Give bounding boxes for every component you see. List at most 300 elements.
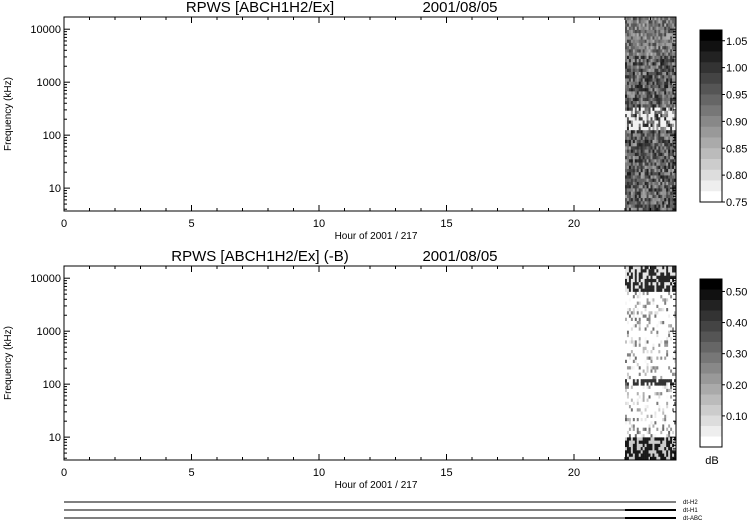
spectrogram-cell (662, 205, 664, 209)
spectrogram-cell (666, 127, 668, 131)
spectrogram-cell (625, 140, 627, 144)
spectrogram-cell (645, 292, 647, 296)
spectrogram-cell (627, 108, 629, 112)
spectrogram-cell (625, 205, 627, 209)
spectrogram-cell (629, 357, 631, 361)
spectrogram-cell (651, 166, 653, 170)
spectrogram-cell (631, 454, 633, 458)
spectrogram-cell (631, 424, 633, 428)
spectrogram-cell (662, 431, 664, 435)
spectrogram-cell (666, 150, 668, 154)
spectrogram-cell (631, 379, 633, 383)
spectrogram-cell (627, 321, 629, 325)
spectrogram-cell (637, 72, 639, 76)
spectrogram-cell (664, 428, 666, 432)
spectrogram-cell (649, 146, 651, 150)
spectrogram-cell (643, 188, 645, 192)
spectrogram-cell (633, 20, 635, 24)
spectrogram-cell (662, 91, 664, 95)
spectrogram-cell (631, 72, 633, 76)
spectrogram-cell (647, 405, 649, 409)
spectrogram-cell (672, 327, 674, 331)
spectrogram-cell (635, 205, 637, 209)
spectrogram-cell (654, 331, 656, 335)
spectrogram-cell (635, 101, 637, 105)
spectrogram-cell (637, 418, 639, 422)
spectrogram-cell (627, 418, 629, 422)
spectrogram-cell (645, 428, 647, 432)
spectrogram-cell (651, 179, 653, 183)
spectrogram-cell (633, 130, 635, 134)
spectrogram-cell (672, 357, 674, 361)
spectrogram-cell (670, 91, 672, 95)
spectrogram-cell (635, 321, 637, 325)
spectrogram-cell (643, 308, 645, 312)
spectrogram-cell (637, 85, 639, 89)
spectrogram-cell (652, 311, 654, 315)
spectrogram-cell (649, 130, 651, 134)
colorbar-step (700, 105, 722, 116)
spectrogram-cell (641, 188, 643, 192)
spectrogram-cell (645, 315, 647, 319)
spectrogram-cell (649, 308, 651, 312)
spectrogram-cell (662, 421, 664, 425)
spectrogram-cell (666, 363, 668, 367)
spectrogram-cell (625, 120, 627, 124)
spectrogram-cell (649, 269, 651, 273)
spectrogram-cell (651, 428, 653, 432)
spectrogram-cell (668, 59, 670, 63)
spectrogram-cell (654, 198, 656, 202)
spectrogram-cell (641, 340, 643, 344)
spectrogram-cell (631, 127, 633, 131)
spectrogram-cell (631, 130, 633, 134)
spectrogram-cell (652, 146, 654, 150)
spectrogram-cell (637, 447, 639, 451)
spectrogram-cell (635, 46, 637, 50)
spectrogram-cell (666, 95, 668, 99)
spectrogram-cell (656, 360, 658, 364)
spectrogram-cell (627, 120, 629, 124)
spectrogram-cell (666, 163, 668, 167)
spectrogram-cell (658, 315, 660, 319)
spectrogram-cell (627, 285, 629, 289)
colorbar-step (700, 116, 722, 127)
spectrogram-cell (664, 421, 666, 425)
spectrogram-cell (666, 405, 668, 409)
spectrogram-cell (637, 360, 639, 364)
spectrogram-cell (629, 95, 631, 99)
spectrogram-cell (639, 327, 641, 331)
spectrogram-cell (645, 20, 647, 24)
spectrogram-cell (668, 146, 670, 150)
spectrogram-cell (668, 78, 670, 82)
spectrogram-cell (666, 373, 668, 377)
spectrogram-cell (643, 379, 645, 383)
spectrogram-cell (637, 150, 639, 154)
spectrogram-cell (654, 114, 656, 118)
spectrogram-cell (670, 389, 672, 393)
spectrogram-cell (637, 27, 639, 31)
spectrogram-cell (633, 36, 635, 40)
spectrogram-cell (627, 408, 629, 412)
spectrogram-cell (664, 298, 666, 302)
spectrogram-cell (662, 386, 664, 390)
spectrogram-cell (637, 337, 639, 341)
spectrogram-cell (647, 444, 649, 448)
spectrogram-cell (635, 17, 637, 21)
spectrogram-cell (658, 46, 660, 50)
spectrogram-cell (670, 101, 672, 105)
spectrogram-cell (639, 331, 641, 335)
spectrogram-cell (651, 308, 653, 312)
spectrogram-cell (625, 23, 627, 27)
spectrogram-cell (668, 402, 670, 406)
spectrogram-cell (625, 40, 627, 44)
spectrogram-cell (666, 159, 668, 163)
spectrogram-cell (637, 421, 639, 425)
spectrogram-cell (627, 415, 629, 419)
y-tick-label: 10 (48, 432, 61, 445)
spectrogram-cell (649, 69, 651, 73)
spectrogram-cell (633, 195, 635, 199)
spectrogram-cell (662, 276, 664, 280)
spectrogram-cell (643, 376, 645, 380)
spectrogram-cell (641, 418, 643, 422)
spectrogram-cell (656, 179, 658, 183)
spectrogram-cell (660, 334, 662, 338)
spectrogram-cell (670, 292, 672, 296)
y-tick-label: 1000 (36, 77, 61, 90)
spectrogram-cell (656, 315, 658, 319)
spectrogram-cell (666, 450, 668, 454)
spectrogram-cell (627, 399, 629, 403)
spectrogram-cell (635, 91, 637, 95)
spectrogram-cell (654, 98, 656, 102)
spectrogram-cell (662, 17, 664, 21)
spectrogram-cell (672, 182, 674, 186)
spectrogram-cell (629, 392, 631, 396)
spectrogram-cell (631, 285, 633, 289)
spectrogram-cell (629, 347, 631, 351)
spectrogram-cell (662, 272, 664, 276)
spectrogram-cell (662, 379, 664, 383)
spectrogram-cell (662, 85, 664, 89)
spectrogram-cell (670, 318, 672, 322)
spectrogram-cell (649, 379, 651, 383)
spectrogram-cell (649, 36, 651, 40)
spectrogram-cell (651, 205, 653, 209)
spectrogram-cell (631, 399, 633, 403)
spectrogram-cell (652, 402, 654, 406)
spectrogram-cell (639, 163, 641, 167)
spectrogram-cell (660, 101, 662, 105)
spectrogram-cell (656, 192, 658, 196)
spectrogram-cell (658, 153, 660, 157)
spectrogram-cell (627, 302, 629, 306)
colorbar-step (700, 170, 722, 181)
spectrogram-cell (639, 340, 641, 344)
spectrogram-cell (639, 450, 641, 454)
spectrogram-cell (641, 46, 643, 50)
spectrogram-cell (627, 53, 629, 57)
spectrogram-cell (633, 127, 635, 131)
spectrogram-cell (658, 302, 660, 306)
spectrogram-cell (639, 27, 641, 31)
spectrogram-cell (651, 104, 653, 108)
spectrogram-cell (629, 75, 631, 79)
spectrogram-cell (627, 33, 629, 37)
spectrogram-cell (639, 441, 641, 445)
spectrogram-cell (633, 285, 635, 289)
spectrogram-cell (668, 431, 670, 435)
spectrogram-cell (658, 78, 660, 82)
spectrogram-cell (641, 379, 643, 383)
spectrogram-cell (635, 302, 637, 306)
spectrogram-cell (629, 434, 631, 438)
spectrogram-cell (643, 137, 645, 141)
spectrogram-cell (649, 156, 651, 160)
spectrogram-cell (645, 88, 647, 92)
spectrogram-cell (651, 415, 653, 419)
spectrogram-cell (633, 428, 635, 432)
spectrogram-cell (625, 137, 627, 141)
spectrogram-cell (656, 140, 658, 144)
spectrogram-cell (656, 153, 658, 157)
spectrogram-cell (625, 85, 627, 89)
spectrogram-cell (666, 389, 668, 393)
spectrogram-cell (629, 334, 631, 338)
spectrogram-cell (647, 49, 649, 53)
spectrogram-cell (654, 357, 656, 361)
spectrogram-cell (633, 418, 635, 422)
spectrogram-cell (645, 137, 647, 141)
spectrogram-cell (658, 431, 660, 435)
spectrogram-cell (670, 311, 672, 315)
spectrogram-cell (651, 321, 653, 325)
spectrogram-cell (631, 188, 633, 192)
spectrogram-cell (656, 72, 658, 76)
spectrogram-cell (629, 405, 631, 409)
spectrogram-cell (658, 124, 660, 128)
spectrogram-cell (662, 156, 664, 160)
spectrogram-cell (670, 179, 672, 183)
spectrogram-cell (651, 49, 653, 53)
spectrogram-cell (641, 357, 643, 361)
spectrogram-cell (664, 289, 666, 293)
spectrogram-cell (637, 172, 639, 176)
spectrogram-cell (647, 334, 649, 338)
spectrogram-cell (654, 120, 656, 124)
spectrogram-cell (654, 428, 656, 432)
spectrogram-cell (639, 421, 641, 425)
spectrogram-cell (656, 205, 658, 209)
spectrogram-cell (645, 179, 647, 183)
spectrogram-cell (633, 295, 635, 299)
spectrogram-cell (635, 424, 637, 428)
spectrogram-cell (637, 292, 639, 296)
spectrogram-cell (670, 72, 672, 76)
spectrogram-cell (647, 101, 649, 105)
spectrogram-cell (625, 269, 627, 273)
spectrogram-cell (652, 53, 654, 57)
spectrogram-cell (645, 334, 647, 338)
spectrogram-cell (654, 279, 656, 283)
spectrogram-cell (654, 379, 656, 383)
spectrogram-cell (666, 201, 668, 205)
spectrogram-cell (629, 27, 631, 31)
spectrogram-cell (656, 441, 658, 445)
spectrogram-cell (649, 412, 651, 416)
spectrogram-cell (654, 350, 656, 354)
spectrogram-cell (666, 415, 668, 419)
spectrogram-cell (664, 418, 666, 422)
spectrogram-cell (635, 156, 637, 160)
spectrogram-cell (656, 408, 658, 412)
spectrogram-cell (641, 363, 643, 367)
spectrogram-cell (637, 395, 639, 399)
spectrogram-cell (656, 447, 658, 451)
spectrogram-cell (658, 82, 660, 86)
spectrogram-cell (645, 43, 647, 47)
spectrogram-cell (670, 363, 672, 367)
spectrogram-cell (658, 30, 660, 34)
spectrogram-cell (652, 450, 654, 454)
spectrogram-cell (645, 289, 647, 293)
spectrogram-cell (629, 412, 631, 416)
spectrogram-cell (643, 66, 645, 70)
spectrogram-cell (635, 192, 637, 196)
spectrogram-cell (658, 357, 660, 361)
spectrogram-cell (672, 321, 674, 325)
spectrogram-cell (658, 395, 660, 399)
spectrogram-cell (668, 305, 670, 309)
spectrogram-cell (654, 188, 656, 192)
spectrogram-cell (645, 175, 647, 179)
spectrogram-cell (637, 182, 639, 186)
spectrogram-cell (651, 140, 653, 144)
spectrogram-cell (656, 305, 658, 309)
spectrogram-cell (666, 143, 668, 147)
spectrogram-cell (664, 49, 666, 53)
spectrogram-cell (672, 318, 674, 322)
spectrogram-cell (627, 454, 629, 458)
spectrogram-cell (670, 85, 672, 89)
spectrogram-cell (643, 298, 645, 302)
spectrogram-cell (649, 450, 651, 454)
spectrogram-cell (658, 402, 660, 406)
spectrogram-cell (649, 415, 651, 419)
spectrogram-cell (639, 49, 641, 53)
spectrogram-cell (627, 56, 629, 60)
colorbar-step (700, 342, 722, 353)
spectrogram-cell (672, 175, 674, 179)
spectrogram-cell (666, 421, 668, 425)
spectrogram-cell (652, 344, 654, 348)
x-axis-label: Hour of 2001 / 217 (334, 480, 418, 491)
spectrogram-cell (647, 163, 649, 167)
spectrogram-cell (647, 311, 649, 315)
spectrogram-cell (658, 188, 660, 192)
spectrogram-cell (662, 344, 664, 348)
spectrogram-cell (666, 447, 668, 451)
spectrogram-cell (660, 327, 662, 331)
spectrogram-cell (647, 276, 649, 280)
spectrogram-cell (643, 150, 645, 154)
spectrogram-cell (631, 447, 633, 451)
spectrogram-cell (670, 104, 672, 108)
spectrogram-cell (649, 321, 651, 325)
spectrogram-cell (654, 159, 656, 163)
spectrogram-cell (664, 305, 666, 309)
spectrogram-cell (641, 405, 643, 409)
spectrogram-cell (645, 140, 647, 144)
spectrogram-cell (658, 298, 660, 302)
spectrogram-cell (666, 340, 668, 344)
spectrogram-cell (660, 350, 662, 354)
spectrogram-cell (652, 120, 654, 124)
spectrogram-cell (658, 279, 660, 283)
spectrogram-cell (658, 23, 660, 27)
spectrogram-cell (629, 395, 631, 399)
spectrogram-cell (643, 85, 645, 89)
spectrogram-cell (654, 56, 656, 60)
spectrogram-cell (660, 347, 662, 351)
spectrogram-cell (649, 163, 651, 167)
spectrogram-cell (664, 405, 666, 409)
spectrogram-cell (645, 62, 647, 66)
spectrogram-cell (647, 72, 649, 76)
spectrogram-cell (635, 353, 637, 357)
spectrogram-cell (662, 59, 664, 63)
spectrogram-cell (643, 59, 645, 63)
spectrogram-cell (635, 334, 637, 338)
spectrogram-cell (668, 315, 670, 319)
spectrogram-cell (631, 386, 633, 390)
spectrogram-cell (666, 82, 668, 86)
spectrogram-cell (660, 269, 662, 273)
spectrogram-cell (637, 62, 639, 66)
spectrogram-cell (654, 127, 656, 131)
spectrogram-cell (672, 344, 674, 348)
spectrogram-cell (637, 450, 639, 454)
spectrogram-cell (658, 292, 660, 296)
spectrogram-cell (660, 23, 662, 27)
spectrogram-cell (666, 392, 668, 396)
spectrogram-cell (654, 405, 656, 409)
spectrogram-cell (666, 369, 668, 373)
spectrogram-cell (654, 360, 656, 364)
spectrogram-cell (625, 150, 627, 154)
spectrogram-cell (635, 153, 637, 157)
spectrogram-cell (656, 114, 658, 118)
spectrogram-cell (625, 36, 627, 40)
spectrogram-cell (627, 340, 629, 344)
spectrogram-cell (631, 124, 633, 128)
spectrogram-cell (651, 318, 653, 322)
spectrogram-cell (625, 408, 627, 412)
spectrogram-cell (651, 344, 653, 348)
spectrogram-cell (651, 127, 653, 131)
spectrogram-cell (662, 321, 664, 325)
spectrogram-cell (647, 318, 649, 322)
spectrogram-cell (660, 166, 662, 170)
spectrogram-cell (647, 347, 649, 351)
spectrogram-cell (660, 415, 662, 419)
spectrogram-cell (649, 127, 651, 131)
spectrogram-cell (635, 285, 637, 289)
spectrogram-cell (643, 399, 645, 403)
